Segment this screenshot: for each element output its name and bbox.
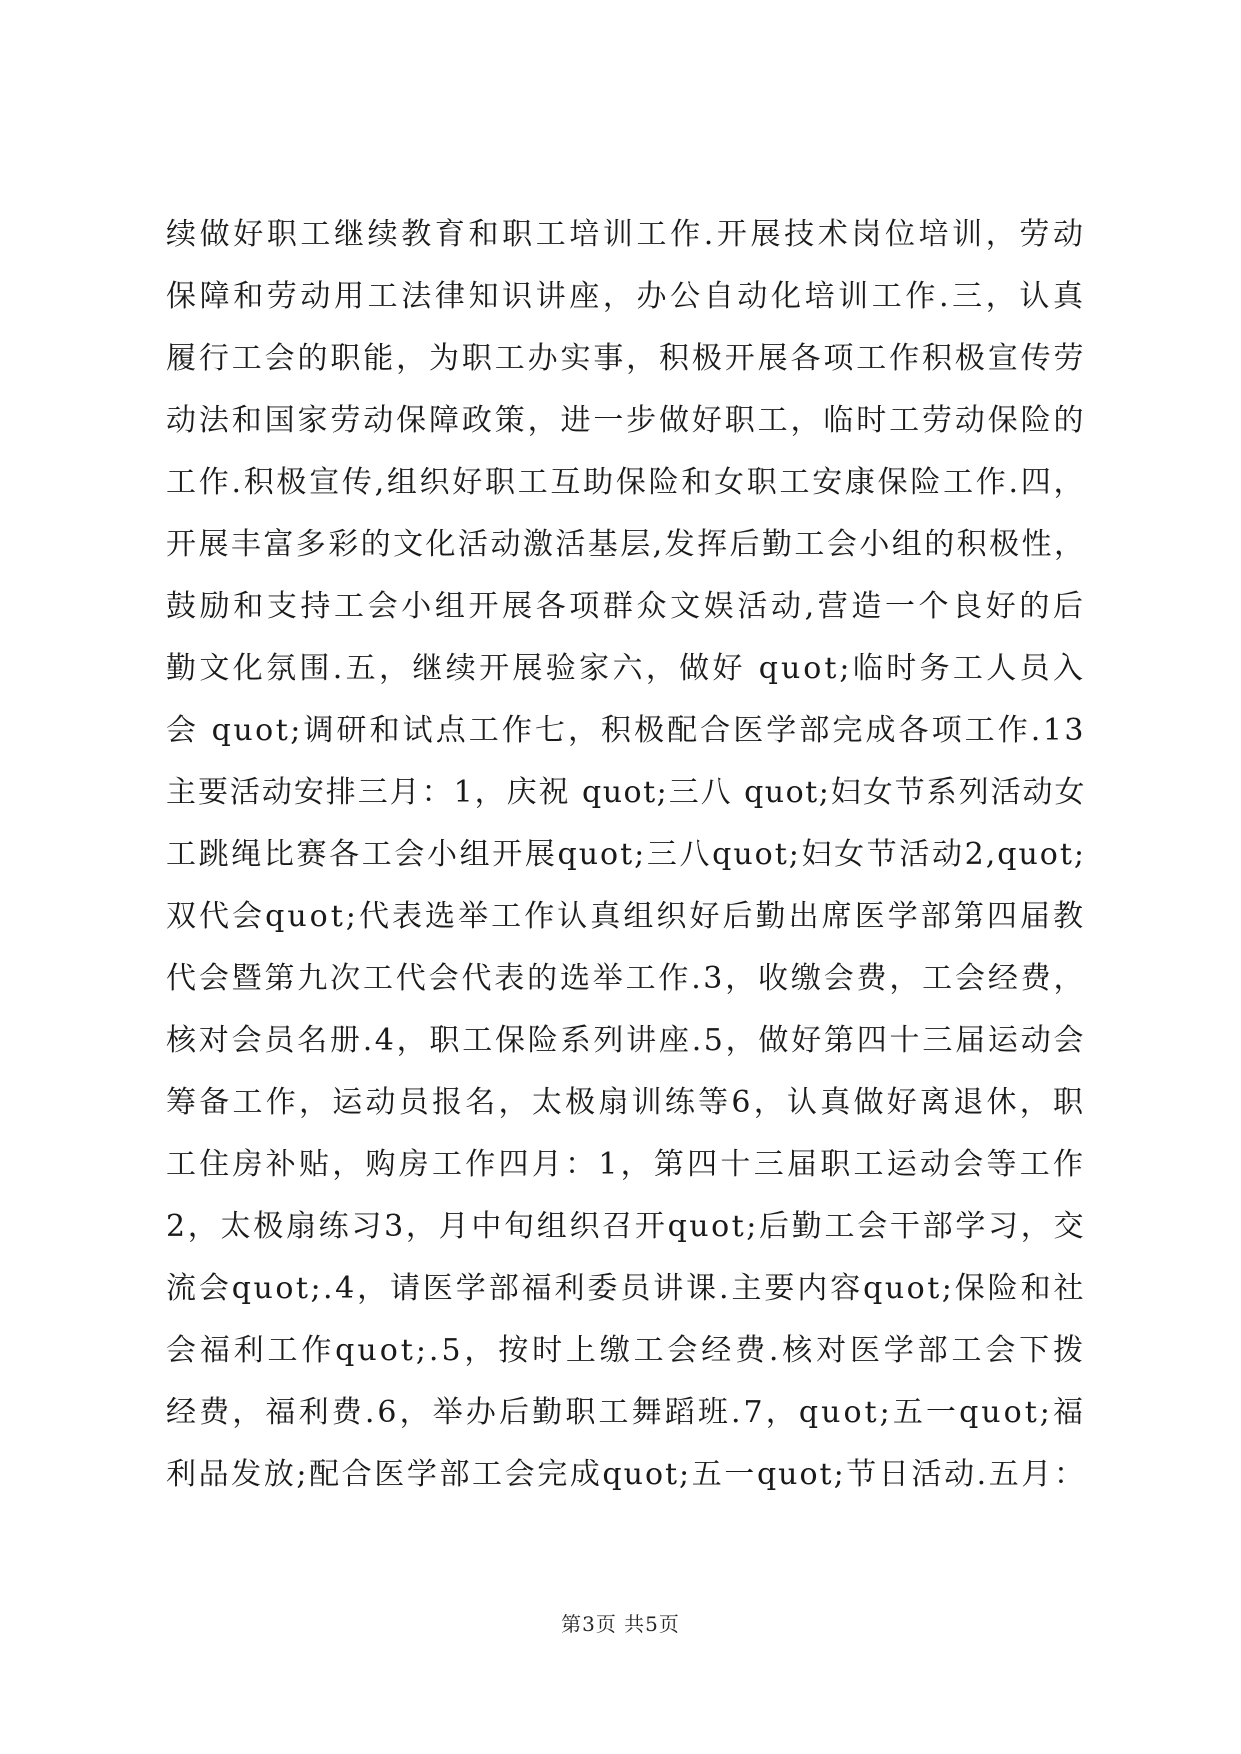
text-line: 续做好职工继续教育和职工培训工作.开展技术岗位培训，劳动 xyxy=(166,217,1086,252)
page-number-footer: 第3页 共5页 xyxy=(561,1612,680,1636)
text-line: 流会quot;.4，请医学部福利委员讲课.主要内容quot;保险和社 xyxy=(166,1271,1086,1306)
text-line: 会 quot;调研和试点工作七，积极配合医学部完成各项工作.13 xyxy=(166,713,1086,748)
text-line: 筹备工作，运动员报名，太极扇训练等6，认真做好离退休，职 xyxy=(166,1085,1086,1120)
text-line: 勤文化氛围.五，继续开展验家六，做好 quot;临时务工人员入 xyxy=(166,651,1086,686)
text-line: 主要活动安排三月：1，庆祝 quot;三八 quot;妇女节系列活动女 xyxy=(166,775,1086,810)
body-text xyxy=(166,204,1086,1506)
text-line: 代会暨第九次工代会代表的选举工作.3，收缴会费，工会经费， xyxy=(166,961,1086,996)
text-line: 保障和劳动用工法律知识讲座，办公自动化培训工作.三，认真 xyxy=(166,279,1086,314)
text-line: 履行工会的职能，为职工办实事，积极开展各项工作积极宣传劳 xyxy=(166,341,1086,376)
text-line: 利品发放;配合医学部工会完成quot;五一quot;节日活动.五月： xyxy=(166,1457,1086,1492)
text-line: 工跳绳比赛各工会小组开展quot;三八quot;妇女节活动2,quot; xyxy=(166,837,1086,872)
text-line: 工住房补贴，购房工作四月：1，第四十三届职工运动会等工作 xyxy=(166,1147,1086,1182)
text-line: 工作.积极宣传,组织好职工互助保险和女职工安康保险工作.四， xyxy=(166,465,1086,500)
text-line: 经费，福利费.6，举办后勤职工舞蹈班.7，quot;五一quot;福 xyxy=(166,1395,1086,1430)
text-line: 鼓励和支持工会小组开展各项群众文娱活动,营造一个良好的后 xyxy=(166,589,1086,624)
text-line: 动法和国家劳动保障政策，进一步做好职工，临时工劳动保险的 xyxy=(166,403,1086,438)
text-line: 会福利工作quot;.5，按时上缴工会经费.核对医学部工会下拨 xyxy=(166,1333,1086,1368)
text-line: 开展丰富多彩的文化活动激活基层,发挥后勤工会小组的积极性， xyxy=(166,527,1086,562)
text-line: 核对会员名册.4，职工保险系列讲座.5，做好第四十三届运动会 xyxy=(166,1023,1086,1058)
text-line: 双代会quot;代表选举工作认真组织好后勤出席医学部第四届教 xyxy=(166,899,1086,934)
text-line: 2，太极扇练习3，月中旬组织召开quot;后勤工会干部学习，交 xyxy=(166,1209,1086,1244)
